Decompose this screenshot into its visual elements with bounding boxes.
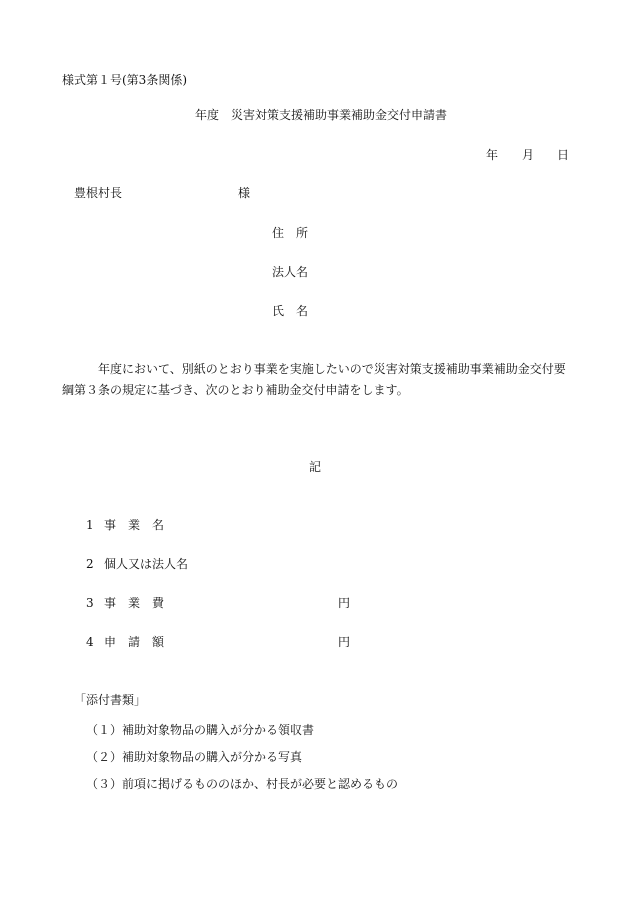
attachments-heading: 「添付書類」 bbox=[74, 693, 147, 707]
address-label: 住 所 bbox=[272, 226, 309, 240]
document-title: 年度 災害対策支援補助事業補助金交付申請書 bbox=[195, 108, 448, 122]
addressee-honorific: 様 bbox=[238, 186, 251, 200]
applicant-name-label: 氏 名 bbox=[272, 304, 309, 318]
body-text: 年度において、別紙のとおり事業を実施したいので災害対策支援補助事業補助金交付要綱第３条の規定に基づき、次のとおり補助金交付申請をします。 bbox=[62, 362, 566, 397]
item-number: 1 bbox=[86, 518, 94, 532]
date-year: 年 bbox=[486, 148, 499, 162]
item-label-application-amount: 申 請 額 bbox=[104, 635, 165, 649]
form-number: 様式第１号(第3条関係) bbox=[62, 73, 187, 87]
item-label-individual-or-corp: 個人又は法人名 bbox=[104, 557, 189, 571]
attachment-item: （２）補助対象物品の購入が分かる写真 bbox=[86, 750, 303, 764]
item-number: 3 bbox=[86, 596, 94, 610]
item-unit-yen: 円 bbox=[338, 635, 351, 649]
item-unit-yen: 円 bbox=[338, 596, 351, 610]
attachment-item: （３）前項に掲げるもののほか、村長が必要と認めるもの bbox=[86, 777, 399, 791]
item-label-project-name: 事 業 名 bbox=[104, 518, 165, 532]
item-number: 4 bbox=[86, 635, 94, 649]
item-number: 2 bbox=[86, 557, 94, 571]
item-label-project-cost: 事 業 費 bbox=[104, 596, 165, 610]
date-month: 月 bbox=[522, 148, 535, 162]
addressee-name: 豊根村長 bbox=[74, 186, 123, 200]
body-paragraph bbox=[62, 359, 572, 401]
date-day: 日 bbox=[557, 148, 570, 162]
attachment-item: （１）補助対象物品の購入が分かる領収書 bbox=[86, 723, 315, 737]
corporation-name-label: 法人名 bbox=[272, 265, 309, 279]
ki-heading: 記 bbox=[309, 460, 322, 474]
